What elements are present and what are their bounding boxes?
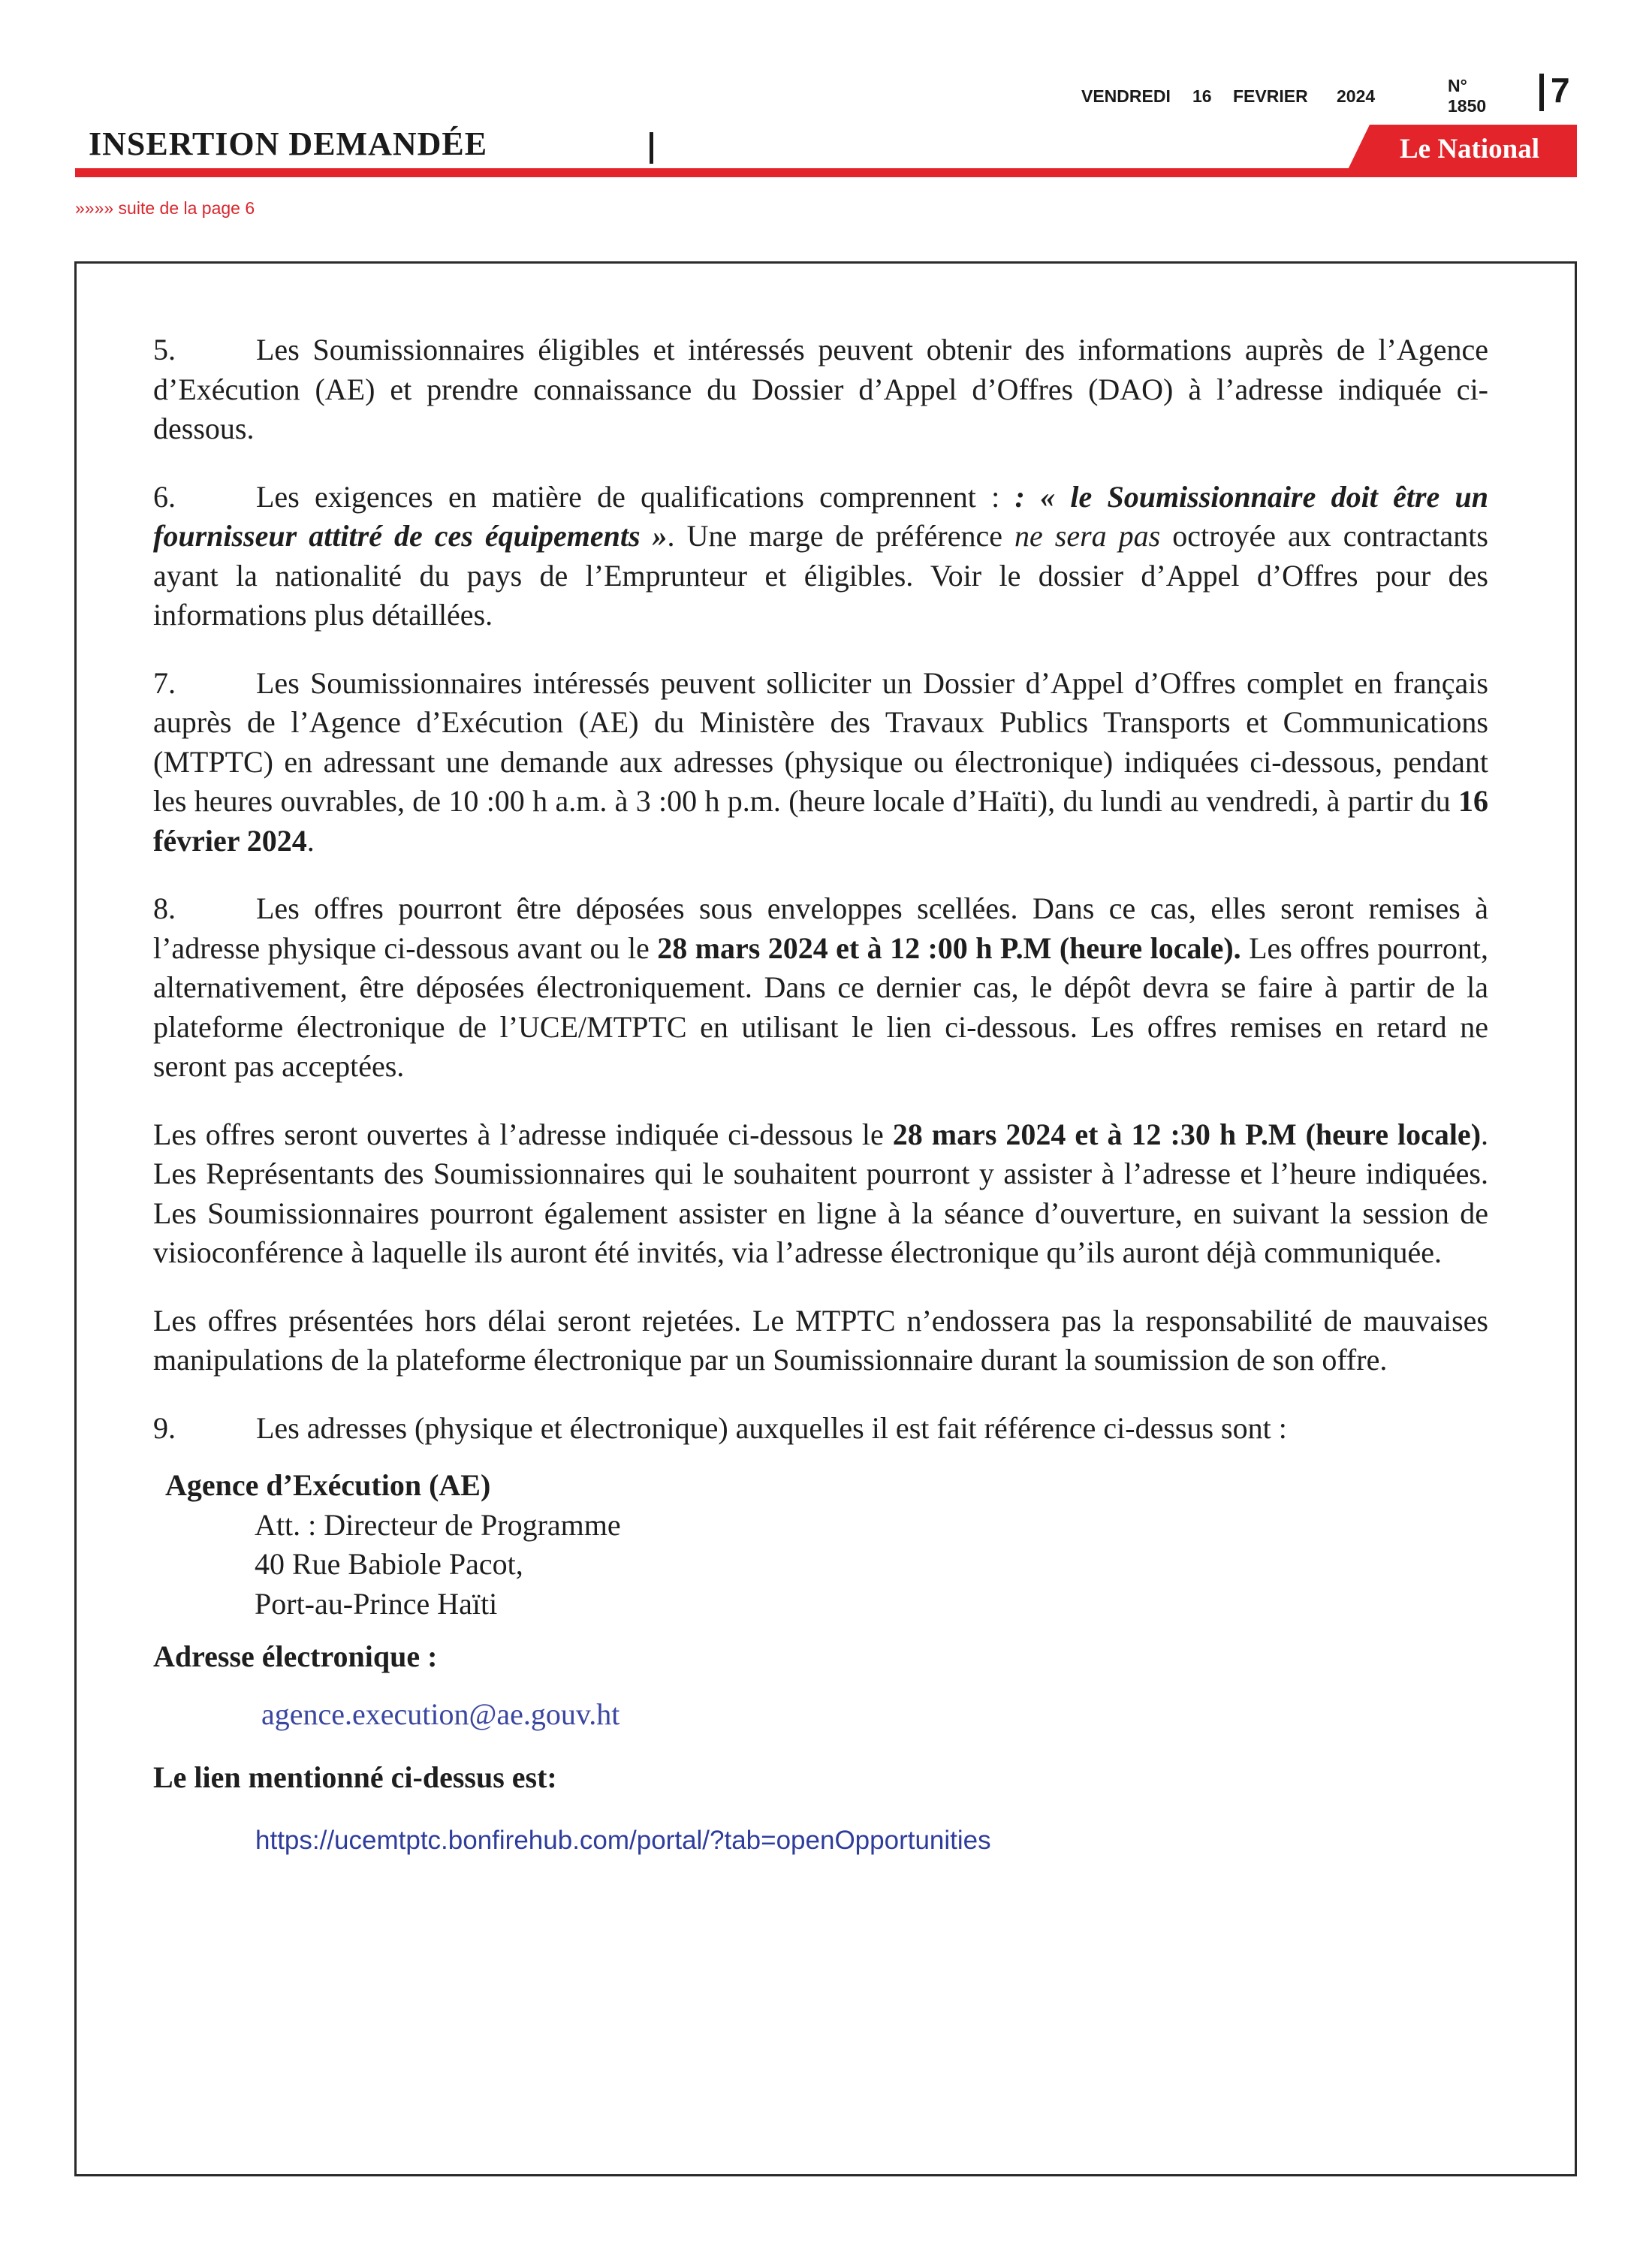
issue-year: 2024: [1337, 86, 1376, 106]
page-number-divider: [1539, 74, 1544, 111]
paragraph-8: [153, 889, 1488, 1087]
paragraph-number: 8.: [153, 891, 176, 925]
issue-month: FEVRIER: [1233, 86, 1308, 106]
section-title: INSERTION DEMANDÉE: [89, 125, 488, 162]
paragraph-6: [153, 478, 1488, 635]
continued-from-note: »»»» suite de la page 6: [75, 198, 255, 218]
issue-day-name: VENDREDI: [1081, 86, 1171, 106]
paragraph-text: .: [306, 823, 315, 858]
paragraph-text: octroyée aux contractants ayant la nationalité du pays de l’Emprunteur et éligibles. Voir le dossier d’Appel d’Offres pour des informations plus détaillées.: [153, 519, 1488, 632]
issue-number: N° 1850: [1448, 76, 1487, 116]
paragraph-5: [153, 330, 1488, 449]
agency-name: Agence d’Exécution (AE): [165, 1468, 491, 1502]
section-title-divider: [650, 132, 653, 164]
paragraph-9: [153, 1409, 1488, 1449]
page-number: 7: [1551, 71, 1570, 110]
paragraph-text: Les Soumissionnaires éligibles et intéressés peuvent obtenir des informations auprès de l’Agence d’Exécution (AE) et prendre connaissance du Dossier d’Appel d’Offres (DAO) à l’adresse indiquée ci-dessous.: [153, 333, 1488, 445]
submission-deadline: 28 mars 2024 et à 12 :00 h P.M (heure locale).: [657, 930, 1241, 965]
paragraph-number: 6.: [153, 479, 176, 514]
agency-city: Port-au-Prince Haïti: [255, 1586, 498, 1621]
paragraph-7: [153, 664, 1488, 861]
paragraph-text: Les offres pourront être déposées sous enveloppes scellées. Dans ce cas, elles seront remises à l’adresse physique ci-dessous avant ou le: [153, 891, 1488, 965]
paragraph-text: Les exigences en matière de qualifications comprennent :: [256, 479, 1015, 514]
paragraph-opening: [153, 1115, 1488, 1273]
paragraph-text: Les adresses (physique et électronique) auxquelles il est fait référence ci-dessus sont :: [256, 1410, 1287, 1445]
paragraph-text: . Une marge de préférence: [667, 519, 1014, 553]
paragraph-late-offers: [153, 1301, 1488, 1380]
paragraph-text: . Les Représentants des Soumissionnaires qui le souhaitent pourront y assister à l’adresse et l’heure indiquées. Les Soumissionnaires pourront également assister en ligne à la séance d’ouverture, en suivant la session de visioconférence à laquelle ils auront été invités, via l’adresse électronique qu’ils auront déjà communiquée.: [153, 1117, 1489, 1269]
notice-content: [153, 330, 1488, 1858]
agency-attention: Att. : Directeur de Programme: [255, 1507, 621, 1542]
portal-link[interactable]: https://ucemtptc.bonfirehub.com/portal/?tab=openOpportunities: [255, 1825, 991, 1855]
opening-date: 28 mars 2024 et à 12 :30 h P.M (heure locale): [892, 1117, 1482, 1151]
paragraph-text: Les Soumissionnaires intéressés peuvent solliciter un Dossier d’Appel d’Offres complet en français auprès de l’Agence d’Exécution (AE) du Ministère des Travaux Publics Transports et Communications (MTPTC) en adressant une demande aux adresses (physique ou électronique) indiquées ci-dessous, pendant les heures ouvrables, de 10 :00 h a.m. à 3 :00 h p.m. (heure locale d’Haïti), du lundi au vendredi, à partir du: [153, 665, 1488, 818]
email-link[interactable]: agence.execution@ae.gouv.ht: [261, 1697, 620, 1731]
paragraph-text: Les offres seront ouvertes à l’adresse indiquée ci-dessous le: [153, 1117, 893, 1151]
email-label: Adresse électronique :: [153, 1639, 438, 1673]
publication-name: Le National: [1399, 134, 1540, 164]
agency-street: 40 Rue Babiole Pacot,: [255, 1547, 523, 1581]
paragraph-number: 5.: [153, 333, 176, 366]
paragraph-text: Les offres présentées hors délai seront rejetées. Le MTPTC n’endossera pas la responsabilité de mauvaises manipulations de la plateforme électronique par un Soumissionnaire durant la soumission de son offre.: [153, 1303, 1488, 1377]
issue-day-number: 16: [1192, 86, 1212, 106]
paragraph-text: Les offres pourront, alternativement, être déposées électroniquement. Dans ce dernier cas, le dépôt devra se faire à partir de la plateforme électronique de l’UCE/MTPTC en utilisant le lien ci-dessous. Les offres remises en retard ne seront pas acceptées.: [153, 930, 1489, 1083]
paragraph-number: 9.: [153, 1410, 176, 1445]
link-label: Le lien mentionné ci-dessus est:: [153, 1760, 557, 1794]
agency-address: [153, 1466, 1488, 1624]
paragraph-number: 7.: [153, 665, 176, 700]
qualification-quote: : « le Soumissionnaire doit être un fournisseur attitré de ces équipements »: [153, 479, 1488, 553]
emphasis-text: ne sera pas: [1014, 519, 1161, 553]
start-date: 16 février 2024: [153, 784, 1488, 858]
